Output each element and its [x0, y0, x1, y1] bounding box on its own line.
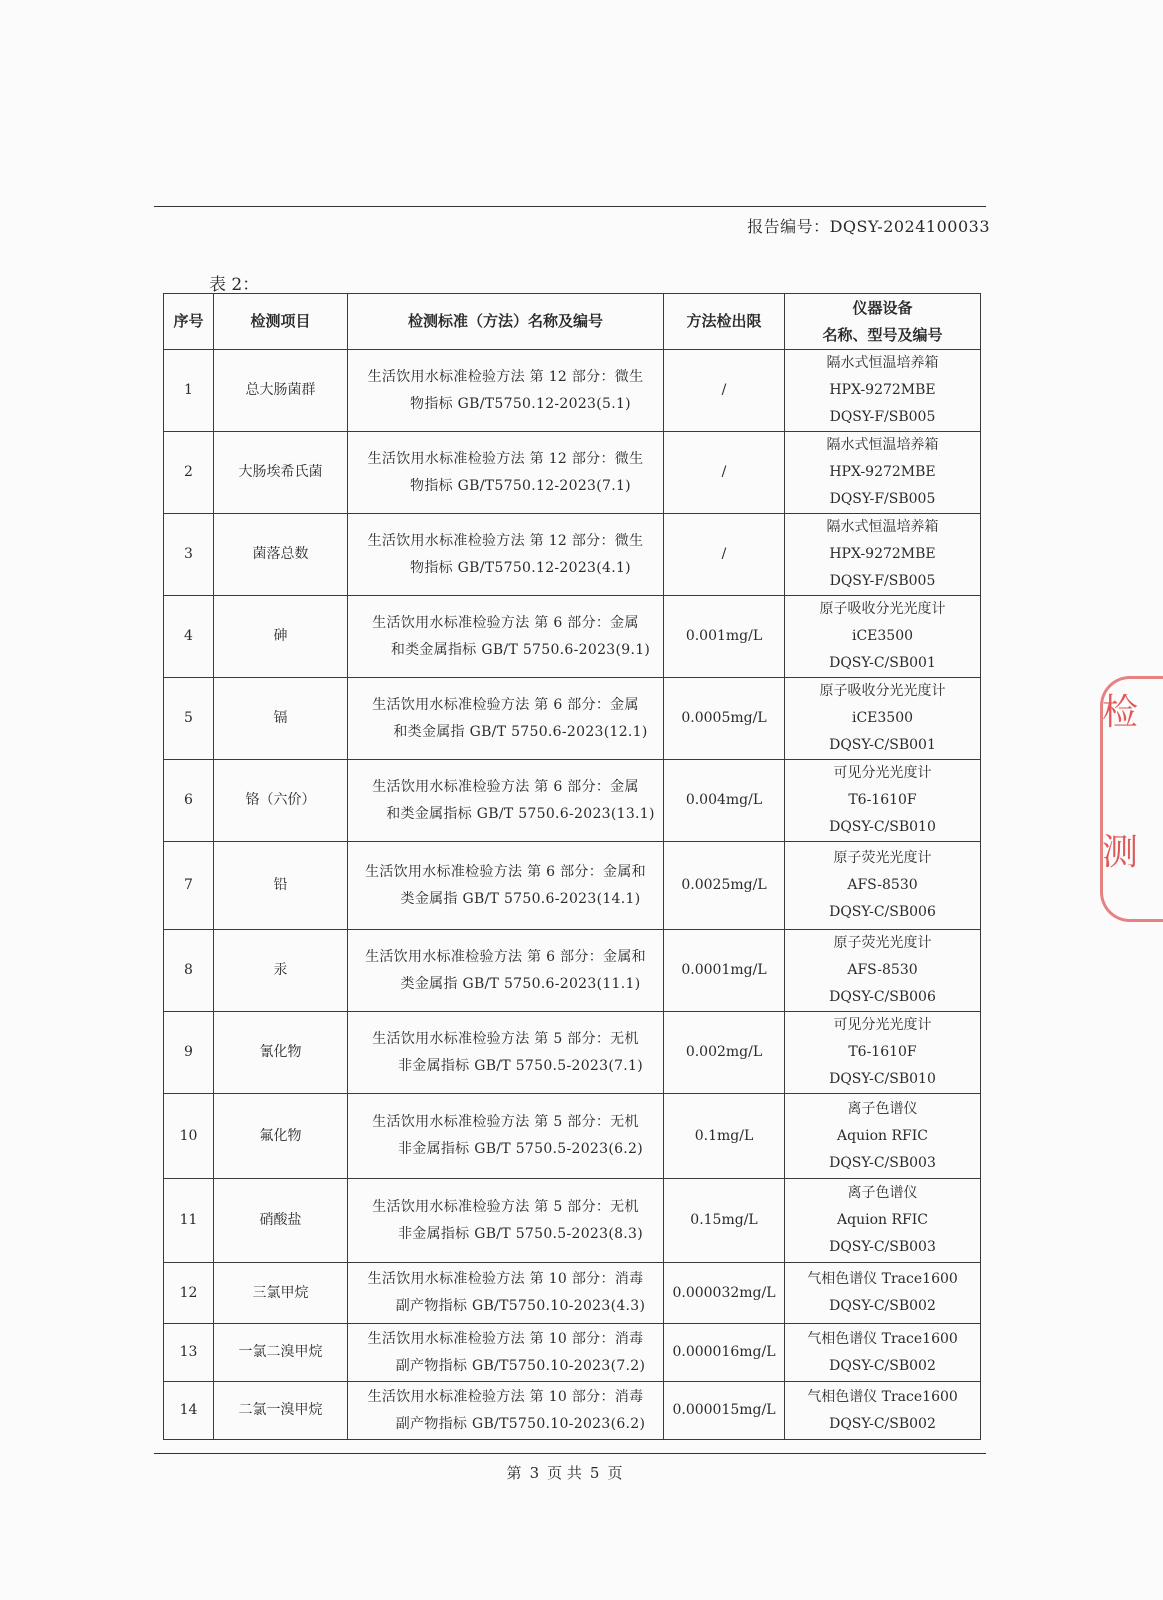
detection-limit: 0.002mg/L: [664, 1012, 785, 1094]
test-standard: [348, 1263, 664, 1324]
table-row: [164, 1263, 981, 1324]
instrument-line: iCE3500: [851, 710, 914, 726]
standard-line-1: 生活饮用水标准检验方法 第 12 部分：微生: [367, 450, 644, 467]
footer-page-total: 5: [589, 1464, 600, 1482]
row-number: 12: [164, 1263, 214, 1324]
row-number: 3: [164, 514, 214, 596]
instrument-line: 可见分光光度计: [833, 765, 932, 781]
row-number: 11: [164, 1179, 214, 1263]
footer-page-suffix: 页: [607, 1464, 623, 1482]
detection-limit: 0.0005mg/L: [664, 678, 785, 760]
test-item: 硝酸盐: [214, 1179, 348, 1263]
instrument-line: DQSY-F/SB005: [829, 573, 936, 589]
instrument-line: DQSY-C/SB002: [829, 1415, 936, 1432]
test-standard: [348, 1324, 664, 1382]
col-header-item: 检测项目: [214, 294, 348, 350]
col-header-no: 序号: [164, 294, 214, 350]
test-item: 二氯一溴甲烷: [214, 1382, 348, 1440]
instrument-line: HPX-9272MBE: [829, 382, 936, 398]
table-row: [164, 350, 981, 432]
test-standard: [348, 678, 664, 760]
instrument-line: 原子吸收分光光度计: [819, 601, 946, 617]
instrument-line: 原子吸收分光光度计: [819, 683, 946, 699]
standard-line-1: 生活饮用水标准检验方法 第 6 部分：金属和: [365, 863, 646, 880]
test-standard: [348, 1012, 664, 1094]
detection-limit: 0.15mg/L: [664, 1179, 785, 1263]
instrument-line: DQSY-C/SB010: [829, 819, 936, 835]
row-number: 2: [164, 432, 214, 514]
stamp-char-2: 测: [1102, 832, 1139, 873]
instrument-line: DQSY-C/SB001: [829, 655, 936, 671]
table-body: [164, 350, 981, 1440]
standard-line-2: 物指标 GB/T5750.12-2023(4.1): [410, 559, 631, 576]
instrument-line: DQSY-C/SB003: [829, 1239, 936, 1255]
table-row: [164, 842, 981, 930]
standard-line-2: 物指标 GB/T5750.12-2023(7.1): [410, 477, 631, 494]
col-header-limit: 方法检出限: [664, 294, 785, 350]
table-row: [164, 1382, 981, 1440]
test-item: 氟化物: [214, 1094, 348, 1179]
row-number: 8: [164, 930, 214, 1012]
table-row: [164, 678, 981, 760]
instrument: [785, 350, 981, 432]
test-item: 大肠埃希氏菌: [214, 432, 348, 514]
instrument-line: T6-1610F: [848, 1044, 917, 1060]
table-caption: 表 2：: [209, 275, 260, 295]
standard-line-2: 非金属指标 GB/T 5750.5-2023(6.2): [397, 1141, 644, 1157]
instrument-line: 隔水式恒温培养箱: [826, 355, 939, 371]
instrument: [785, 842, 981, 930]
detection-limit: /: [664, 432, 785, 514]
standard-line-1: 生活饮用水标准检验方法 第 12 部分：微生: [367, 368, 644, 385]
standard-line-2: 非金属指标 GB/T 5750.5-2023(7.1): [397, 1057, 644, 1074]
table-row: [164, 930, 981, 1012]
standard-line-1: 生活饮用水标准检验方法 第 5 部分：无机: [372, 1114, 639, 1130]
instrument-line: iCE3500: [851, 628, 914, 644]
instrument-line: 离子色谱仪: [847, 1100, 918, 1117]
instrument: [785, 432, 981, 514]
instrument-line: Aquion RFIC: [837, 1127, 928, 1144]
instrument-line: 原子荧光光度计: [833, 935, 932, 951]
table-row: [164, 760, 981, 842]
instrument-line: HPX-9272MBE: [829, 464, 936, 480]
instrument-line: AFS-8530: [847, 877, 918, 893]
test-standard: [348, 842, 664, 930]
test-item: 砷: [214, 596, 348, 678]
standard-line-2: 副产物指标 GB/T5750.10-2023(6.2): [395, 1415, 646, 1432]
detection-limit: 0.001mg/L: [664, 596, 785, 678]
instrument-line: 隔水式恒温培养箱: [826, 519, 939, 535]
standard-line-1: 生活饮用水标准检验方法 第 10 部分：消毒: [367, 1271, 644, 1287]
test-standard: [348, 350, 664, 432]
instrument-line: 气相色谱仪 Trace1600: [807, 1388, 958, 1405]
test-item: 镉: [214, 678, 348, 760]
col-header-instrument-line2: 名称、型号及编号: [822, 325, 943, 344]
instrument-line: T6-1610F: [848, 792, 917, 808]
footer-page-mid: 页 共: [547, 1464, 582, 1482]
instrument-line: DQSY-C/SB010: [829, 1071, 936, 1087]
instrument-line: DQSY-C/SB002: [829, 1357, 936, 1374]
standard-line-1: 生活饮用水标准检验方法 第 12 部分：微生: [367, 532, 644, 549]
test-standard: [348, 930, 664, 1012]
instrument-line: 离子色谱仪: [847, 1185, 918, 1201]
row-number: 4: [164, 596, 214, 678]
instrument: [785, 1179, 981, 1263]
header-rule: [154, 206, 986, 207]
row-number: 10: [164, 1094, 214, 1179]
test-standard: [348, 1382, 664, 1440]
detection-limit: 0.004mg/L: [664, 760, 785, 842]
test-item: 汞: [214, 930, 348, 1012]
test-item: 氰化物: [214, 1012, 348, 1094]
test-item: 菌落总数: [214, 514, 348, 596]
col-header-instrument-line1: 仪器设备: [852, 298, 913, 317]
standard-line-1: 生活饮用水标准检验方法 第 5 部分：无机: [372, 1030, 639, 1047]
standard-line-2: 和类金属指 GB/T 5750.6-2023(12.1): [393, 723, 648, 740]
instrument-line: DQSY-C/SB006: [829, 904, 936, 920]
test-standard: [348, 1094, 664, 1179]
instrument-line: 气相色谱仪 Trace1600: [807, 1271, 958, 1287]
instrument-line: DQSY-C/SB002: [829, 1298, 936, 1314]
instrument: [785, 514, 981, 596]
table-row: [164, 1094, 981, 1179]
instrument-line: DQSY-F/SB005: [829, 491, 936, 507]
detection-limit: 0.0001mg/L: [664, 930, 785, 1012]
detection-limit: /: [664, 350, 785, 432]
row-number: 6: [164, 760, 214, 842]
instrument: [785, 760, 981, 842]
table-row: [164, 432, 981, 514]
row-number: 13: [164, 1324, 214, 1382]
test-standard: [348, 1179, 664, 1263]
page-footer: [0, 1462, 1129, 1483]
instrument-line: DQSY-F/SB005: [829, 409, 936, 425]
instrument-line: 气相色谱仪 Trace1600: [807, 1330, 958, 1347]
test-methods-table: [163, 293, 981, 1440]
standard-line-2: 副产物指标 GB/T5750.10-2023(4.3): [395, 1298, 646, 1314]
standard-line-1: 生活饮用水标准检验方法 第 6 部分：金属: [372, 614, 639, 631]
standard-line-2: 副产物指标 GB/T5750.10-2023(7.2): [395, 1357, 646, 1374]
test-item: 铬（六价）: [214, 760, 348, 842]
standard-line-2: 和类金属指标 GB/T 5750.6-2023(9.1): [390, 641, 651, 658]
table-row: [164, 1179, 981, 1263]
test-item: 铅: [214, 842, 348, 930]
table-row: [164, 514, 981, 596]
standard-line-1: 生活饮用水标准检验方法 第 10 部分：消毒: [367, 1330, 644, 1347]
standard-line-2: 类金属指 GB/T 5750.6-2023(11.1): [400, 975, 641, 992]
instrument: [785, 596, 981, 678]
row-number: 14: [164, 1382, 214, 1440]
standard-line-1: 生活饮用水标准检验方法 第 6 部分：金属: [372, 778, 639, 795]
detection-limit: 0.000016mg/L: [664, 1324, 785, 1382]
detection-limit: 0.000015mg/L: [664, 1382, 785, 1440]
standard-line-1: 生活饮用水标准检验方法 第 10 部分：消毒: [367, 1388, 644, 1405]
test-item: 三氯甲烷: [214, 1263, 348, 1324]
instrument-line: 可见分光光度计: [833, 1017, 932, 1033]
table-row: [164, 596, 981, 678]
row-number: 9: [164, 1012, 214, 1094]
instrument: [785, 1324, 981, 1382]
test-standard: [348, 432, 664, 514]
test-standard: [348, 514, 664, 596]
standard-line-2: 物指标 GB/T5750.12-2023(5.1): [410, 395, 631, 412]
instrument: [785, 1012, 981, 1094]
instrument-line: DQSY-C/SB006: [829, 989, 936, 1005]
table-row: [164, 1012, 981, 1094]
col-header-standard: 检测标准（方法）名称及编号: [348, 294, 664, 350]
instrument-line: HPX-9272MBE: [829, 546, 936, 562]
report-number: [747, 214, 990, 237]
test-standard: [348, 760, 664, 842]
instrument-line: Aquion RFIC: [837, 1212, 928, 1228]
standard-line-1: 生活饮用水标准检验方法 第 6 部分：金属和: [365, 948, 646, 965]
test-item: 一氯二溴甲烷: [214, 1324, 348, 1382]
test-standard: [348, 596, 664, 678]
instrument-line: DQSY-C/SB003: [829, 1154, 936, 1171]
table-row: [164, 1324, 981, 1382]
report-number-label: 报告编号：: [747, 217, 830, 236]
report-number-value: DQSY-2024100033: [829, 217, 990, 236]
instrument-line: 隔水式恒温培养箱: [826, 437, 939, 453]
instrument-line: AFS-8530: [847, 962, 918, 978]
instrument: [785, 930, 981, 1012]
instrument-line: 原子荧光光度计: [833, 850, 932, 866]
instrument: [785, 678, 981, 760]
stamp-char-1: 检: [1102, 692, 1139, 733]
row-number: 7: [164, 842, 214, 930]
detection-limit: 0.000032mg/L: [664, 1263, 785, 1324]
detection-limit: /: [664, 514, 785, 596]
instrument: [785, 1263, 981, 1324]
test-item: 总大肠菌群: [214, 350, 348, 432]
detection-limit: 0.0025mg/L: [664, 842, 785, 930]
standard-line-2: 和类金属指标 GB/T 5750.6-2023(13.1): [386, 805, 655, 822]
standard-line-2: 非金属指标 GB/T 5750.5-2023(8.3): [397, 1225, 644, 1242]
table-header-row: [164, 294, 981, 350]
footer-page-current: 3: [529, 1464, 540, 1482]
instrument: [785, 1094, 981, 1179]
detection-limit: 0.1mg/L: [664, 1094, 785, 1179]
instrument-line: DQSY-C/SB001: [829, 737, 936, 753]
instrument: [785, 1382, 981, 1440]
footer-page-prefix: 第: [506, 1464, 522, 1482]
standard-line-1: 生活饮用水标准检验方法 第 5 部分：无机: [372, 1198, 639, 1215]
standard-line-2: 类金属指 GB/T 5750.6-2023(14.1): [400, 890, 641, 907]
row-number: 5: [164, 678, 214, 760]
col-header-instrument: [785, 294, 981, 350]
standard-line-1: 生活饮用水标准检验方法 第 6 部分：金属: [372, 696, 639, 713]
footer-rule: [154, 1453, 986, 1454]
row-number: 1: [164, 350, 214, 432]
